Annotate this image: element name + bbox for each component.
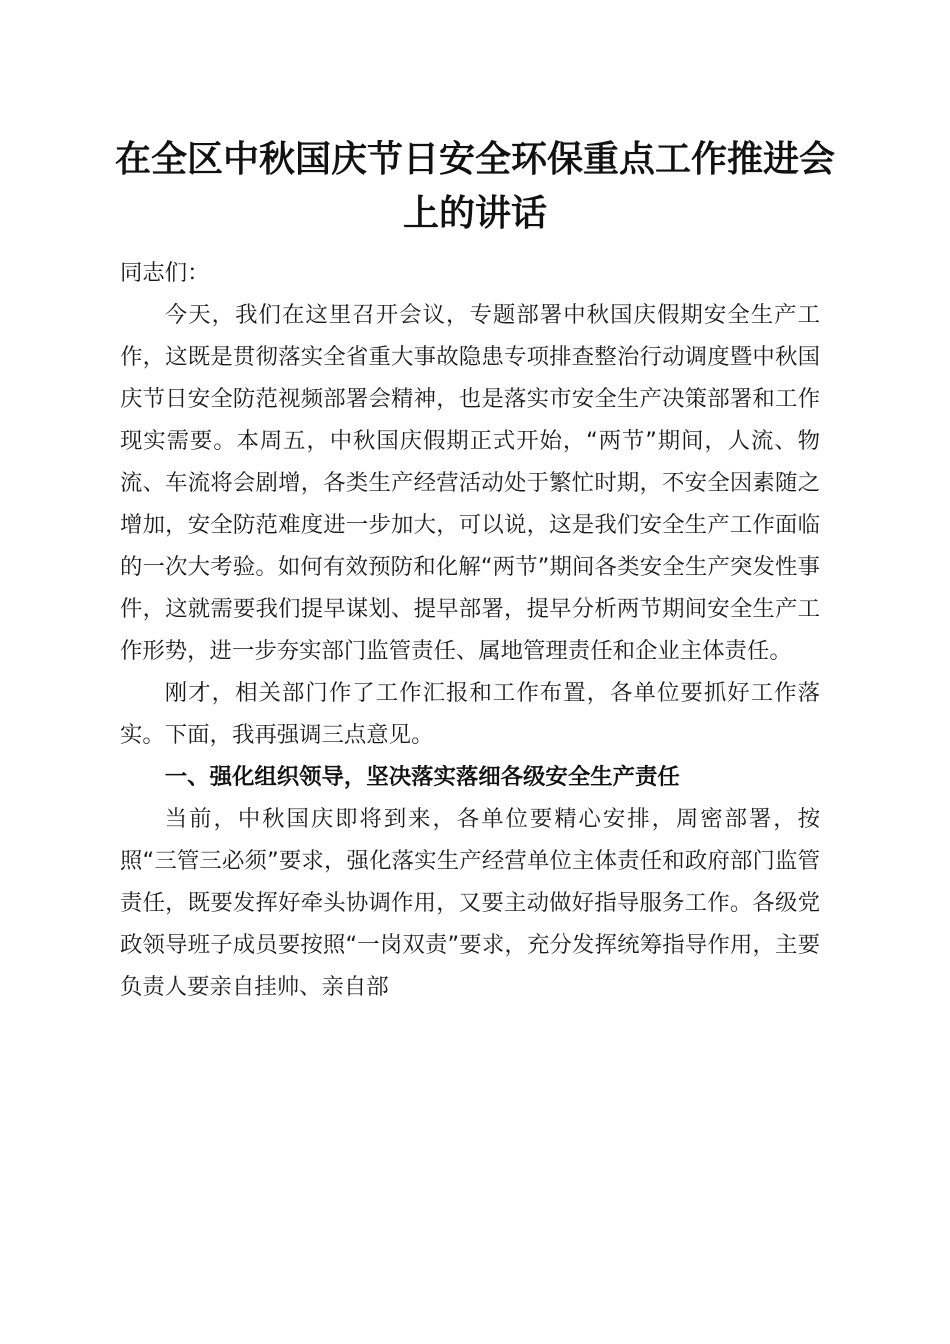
section-heading-1: 一、强化组织领导，坚决落实落细各级安全生产责任 <box>164 764 680 790</box>
paragraph-intro: 今天，我们在这里召开会议，专题部署中秋国庆假期安全生产工作，这既是贯彻落实全省重大事故隐患专项排查整治行动调度暨中秋国庆节日安全防范视频部署会精神，也是落实市安全生产决策部署和工作现实需要。本周五，中秋国庆假期正式开始，“两节”期间，人流、物流、车流将会剧增，各类生产经营活动处于繁忙时期，不安全因素随之增加，安全防范难度进一步加大，可以说，这是我们安全生产工作面临的一次大考验。如何有效预防和化解“两节”期间各类安全生产突发性事件，这就需要我们提早谋划、提早部署，提早分析两节期间安全生产工作形势，进一步夯实部门监管责任、属地管理责任和企业主体责任。 <box>120 302 820 664</box>
document-title: 在全区中秋国庆节日安全环保重点工作推进会上的讲话 <box>114 138 835 234</box>
document-body <box>120 252 820 1008</box>
paragraph-section-1: 当前，中秋国庆即将到来，各单位要精心安排，周密部署，按照“三管三必须”要求，强化落实生产经营单位主体责任和政府部门监管责任，既要发挥好牵头协调作用，又要主动做好指导服务工作。各级党政领导班子成员要按照“一岗双责”要求，充分发挥统筹指导作用，主要负责人要亲自挂帅、亲自部 <box>120 806 820 1000</box>
paragraph-transition: 刚才，相关部门作了工作汇报和工作布置，各单位要抓好工作落实。下面，我再强调三点意见。 <box>120 680 820 748</box>
salutation: 同志们： <box>120 260 210 286</box>
